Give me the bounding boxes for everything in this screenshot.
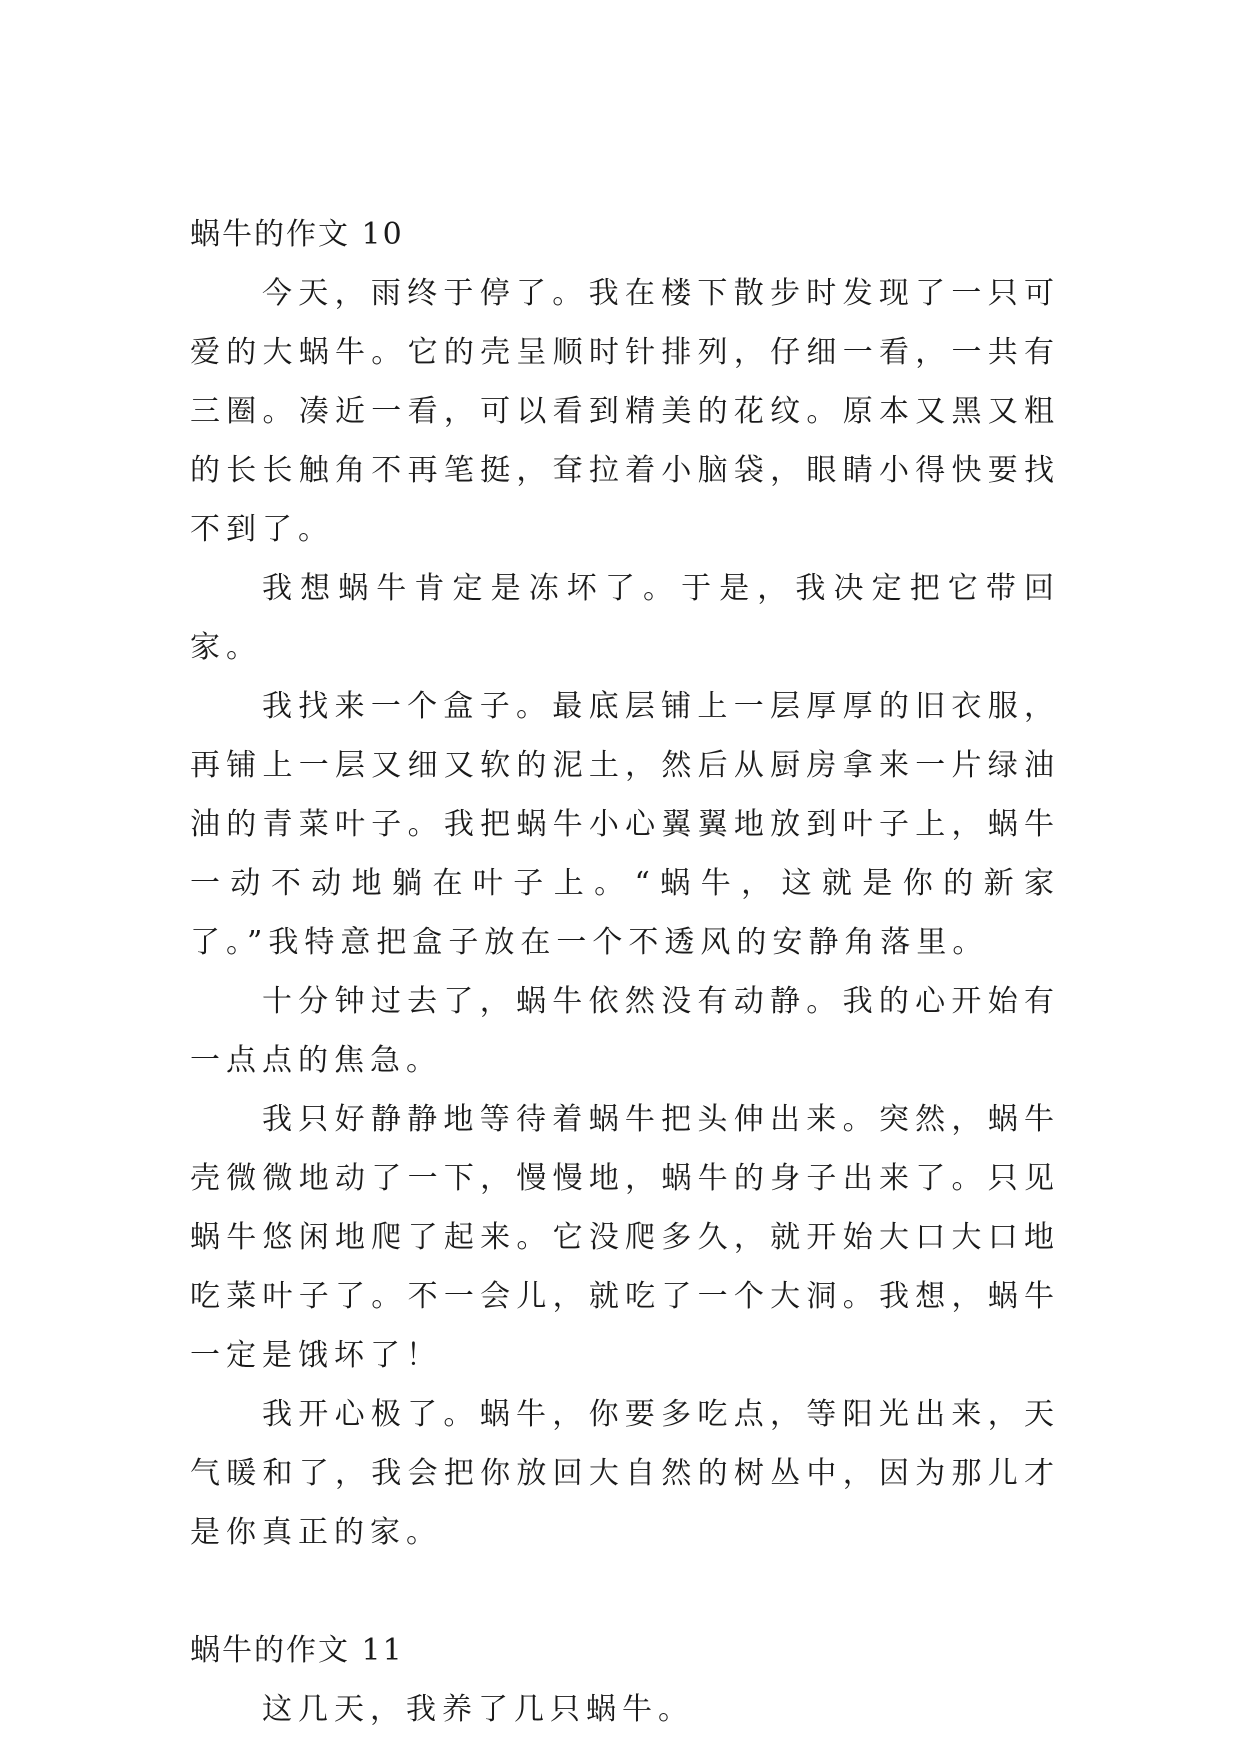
essay-10-paragraph-5: 我只好静静地等待着蜗牛把头伸出来。突然，蜗牛壳微微地动了一下，慢慢地，蜗牛的身子出来了。只见蜗牛悠闲地爬了起来。它没爬多久，就开始大口大口地吃菜叶子了。不一会儿，就吃了一个大洞。我想，蜗牛一定是饿坏了！: [190, 1102, 1060, 1373]
essay-10-paragraph-3: 我找来一个盒子。最底层铺上一层厚厚的旧衣服，再铺上一层又细又软的泥土，然后从厨房拿来一片绿油油的青菜叶子。我把蜗牛小心翼翼地放到叶子上，蜗牛一动不动地躺在叶子上。“蜗牛，这就是你的新家了。”我特意把盒子放在一个不透风的安静角落里。: [190, 689, 1060, 960]
document-body: [190, 205, 1060, 1739]
essay-10-paragraph-6: 我开心极了。蜗牛，你要多吃点，等阳光出来，天气暖和了，我会把你放回大自然的树丛中，因为那儿才是你真正的家。: [190, 1397, 1060, 1550]
essay-10-title: 蜗牛的作文 10: [190, 217, 404, 252]
essay-10-paragraph-2: 我想蜗牛肯定是冻坏了。于是，我决定把它带回家。: [190, 571, 1060, 665]
essay-11-title: 蜗牛的作文 11: [190, 1633, 404, 1668]
essay-11-paragraph-1: 这几天，我养了几只蜗牛。: [262, 1692, 694, 1727]
essay-10-paragraph-1: 今天，雨终于停了。我在楼下散步时发现了一只可爱的大蜗牛。它的壳呈顺时针排列，仔细一看，一共有三圈。凑近一看，可以看到精美的花纹。原本又黑又粗的长长触角不再笔挺，耷拉着小脑袋，眼睛小得快要找不到了。: [190, 276, 1060, 547]
section-gap: [190, 1562, 1060, 1621]
essay-10-paragraph-4: 十分钟过去了，蜗牛依然没有动静。我的心开始有一点点的焦急。: [190, 984, 1060, 1078]
